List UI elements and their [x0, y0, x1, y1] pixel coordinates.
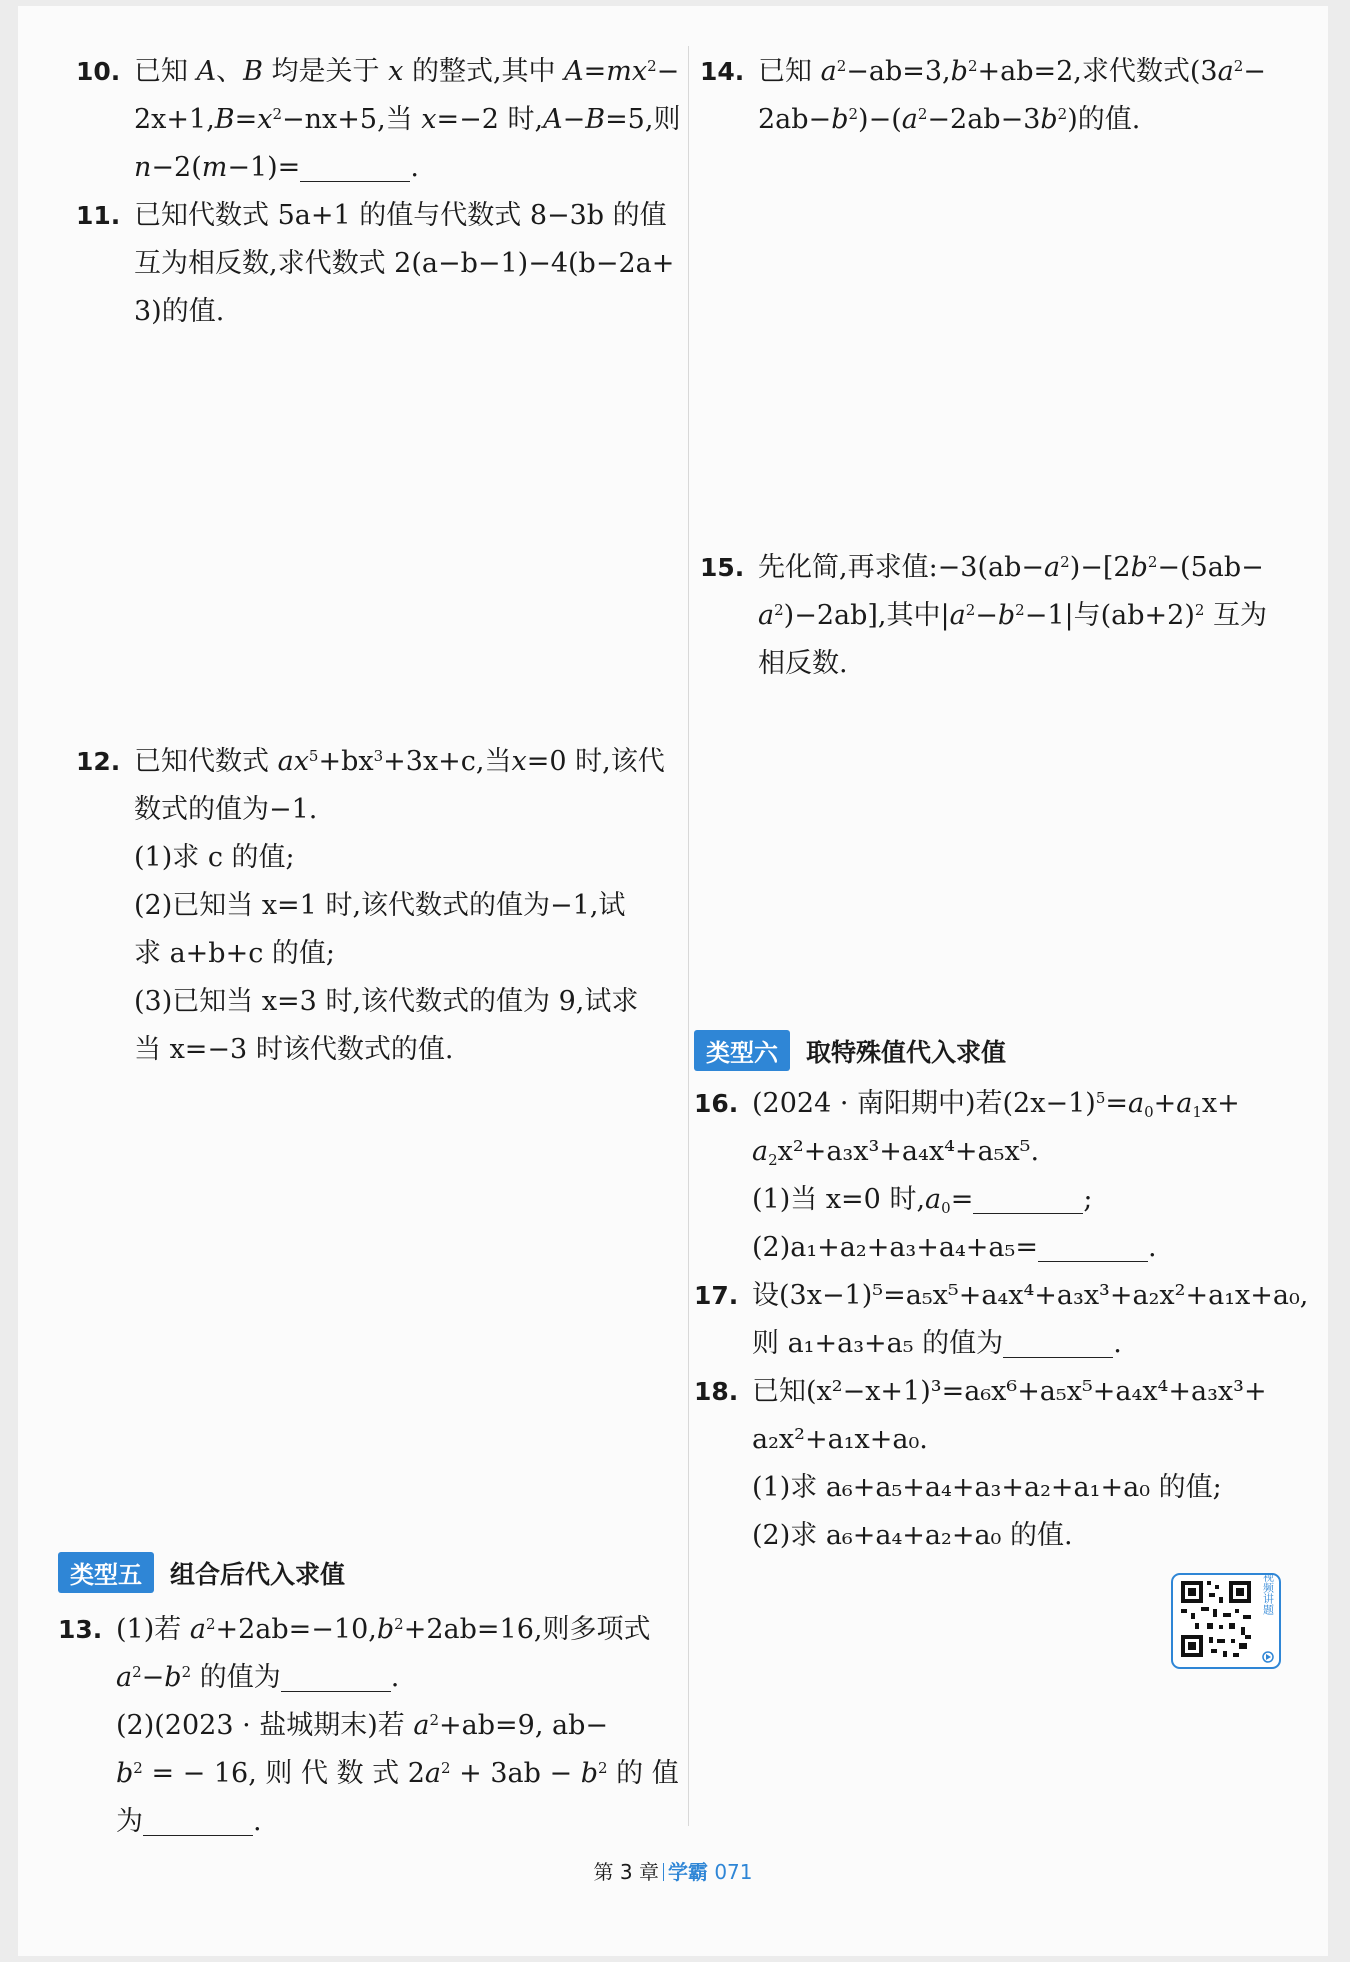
- question-line: $2ab-b^2)-(a^2-2ab-3b^2)$的值.: [758, 104, 1141, 135]
- sub-question: 求 a+b+c 的值;: [134, 938, 336, 969]
- answer-blank: [281, 1663, 391, 1692]
- question-line: a₂x²+a₁x+a₀.: [752, 1424, 928, 1455]
- section-badge: 类型五: [58, 1552, 154, 1593]
- sub-question: $b^2$ = − 16, 则 代 数 式 $2a^2 + 3ab - b^2$ 的 值: [116, 1758, 679, 1789]
- question-line: 3)的值.: [134, 296, 225, 327]
- answer-blank: [973, 1185, 1083, 1214]
- question-line: $a_2x^2+a_3x^3+a_4x^4+a_5x^5$.: [752, 1136, 1040, 1169]
- question-line: 已知(x²−x+1)³=a₆x⁶+a₅x⁵+a₄x⁴+a₃x³+: [752, 1376, 1267, 1407]
- question-number: 15.: [700, 553, 745, 582]
- question-number: 13.: [58, 1615, 103, 1644]
- sub-question: (1)若 $a^2+2ab=-10,b^2+2ab=16$,则多项式: [116, 1614, 651, 1645]
- question-line: 已知 $a^2-ab=3,b^2+ab=2$,求代数式($3a^2-$: [758, 56, 1266, 87]
- question-14: [700, 48, 1320, 144]
- section-title: 组合后代入求值: [170, 1559, 346, 1589]
- question-number: 11.: [76, 201, 121, 230]
- question-line: 数式的值为−1.: [134, 794, 318, 825]
- sub-question: (2)求 a₆+a₄+a₂+a₀ 的值.: [752, 1520, 1073, 1551]
- question-line: 互为相反数,求代数式 2(a−b−1)−4(b−2a+: [134, 248, 675, 279]
- question-line: $a^2)-2ab$],其中$|a^2-b^2-1|$与$(ab+2)^2$ 互为: [758, 600, 1268, 631]
- question-line: n−2(m−1)= .: [134, 152, 419, 183]
- question-line: 已知 A、B 均是关于 x 的整式,其中 $A=mx^2-$: [134, 56, 680, 87]
- question-line: 相反数.: [758, 648, 848, 679]
- brand-label: 学霸: [667, 1860, 708, 1884]
- page: [18, 6, 1328, 1956]
- qr-label: 视频讲题: [1261, 1573, 1275, 1615]
- question-number: 16.: [694, 1089, 739, 1118]
- question-16: [694, 1080, 1319, 1272]
- section-title: 取特殊值代入求值: [806, 1037, 1007, 1067]
- sub-question: (1)求 c 的值;: [134, 842, 295, 873]
- question-number: 18.: [694, 1377, 739, 1406]
- footer-divider: [663, 1863, 664, 1881]
- answer-blank: [143, 1807, 253, 1836]
- sub-question: 当 x=−3 时该代数式的值.: [134, 1034, 454, 1065]
- question-18: [694, 1368, 1319, 1560]
- section-header-type5: [58, 1552, 345, 1593]
- question-line: (2024 · 南阳期中)若$(2x-1)^5=a_0+a_1x+$: [752, 1088, 1240, 1121]
- answer-blank: [1038, 1233, 1148, 1262]
- answer-blank: [1003, 1329, 1113, 1358]
- sub-question: (1)求 a₆+a₅+a₄+a₃+a₂+a₁+a₀ 的值;: [752, 1472, 1222, 1503]
- page-number: 071: [714, 1860, 753, 1884]
- question-11: [76, 192, 676, 336]
- question-15: [700, 544, 1320, 688]
- question-line: $2x+1,B=x^2-nx+5$,当 x=−2 时,A−B=5,则: [134, 104, 681, 135]
- question-line: 已知代数式 $ax^5+bx^3+3x+c$,当x=0 时,该代: [134, 746, 665, 777]
- sub-question: $a^2-b^2$ 的值为 .: [116, 1662, 400, 1693]
- section-badge: 类型六: [694, 1030, 790, 1071]
- question-number: 12.: [76, 747, 121, 776]
- section-header-type6: [694, 1030, 1006, 1071]
- column-divider: [688, 46, 689, 1826]
- question-number: 14.: [700, 57, 745, 86]
- sub-question: (2)已知当 x=1 时,该代数式的值为−1,试: [134, 890, 626, 921]
- question-number: 10.: [76, 57, 121, 86]
- qr-code-icon: [1171, 1573, 1281, 1669]
- answer-blank: [300, 153, 410, 182]
- question-line: 先化简,再求值$:-3(ab-a^2)-[2b^2-(5ab-$: [758, 552, 1264, 583]
- question-10: [76, 48, 681, 192]
- page-footer: [18, 1856, 1328, 1885]
- question-13: [58, 1606, 678, 1846]
- qr-code[interactable]: [1171, 1573, 1281, 1669]
- question-line: 已知代数式 5a+1 的值与代数式 8−3b 的值: [134, 200, 667, 231]
- question-12: [76, 738, 676, 1074]
- question-line: 设(3x−1)⁵=a₅x⁵+a₄x⁴+a₃x³+a₂x²+a₁x+a₀,: [752, 1280, 1309, 1311]
- sub-question: (3)已知当 x=3 时,该代数式的值为 9,试求: [134, 986, 639, 1017]
- question-number: 17.: [694, 1281, 739, 1310]
- question-17: [694, 1272, 1319, 1368]
- sub-question: (2)(2023 · 盐城期末)若 $a^2+ab=9$, ab−: [116, 1710, 609, 1741]
- sub-question: (1)当 x=0 时$,a_0=$ ;: [752, 1184, 1093, 1217]
- sub-question: 为 .: [116, 1806, 262, 1837]
- question-line: 则 a₁+a₃+a₅ 的值为 .: [752, 1328, 1122, 1359]
- chapter-label: 第 3 章: [593, 1860, 659, 1884]
- sub-question: (2)a₁+a₂+a₃+a₄+a₅= .: [752, 1232, 1157, 1263]
